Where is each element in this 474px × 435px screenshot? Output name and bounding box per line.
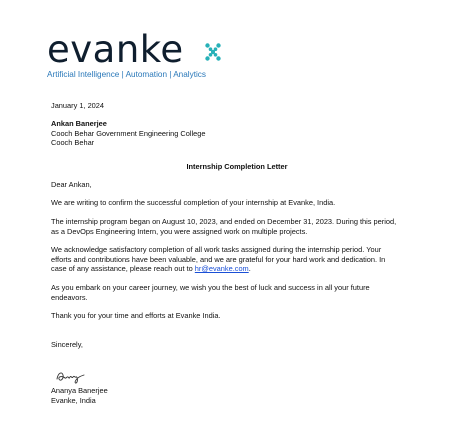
handwritten-signature xyxy=(54,367,88,385)
recipient-institution: Cooch Behar Government Engineering College xyxy=(51,128,206,138)
hr-email-link[interactable]: hr@evanke.com xyxy=(194,264,249,274)
recipient-city: Cooch Behar xyxy=(51,138,95,148)
recipient-address xyxy=(51,119,205,148)
paragraph-thanks: Thank you for your time and efforts at Evanke India. xyxy=(51,311,221,320)
paragraph-wishes: As you embark on your career journey, we wish you the best of luck and success in all your future endeavors. xyxy=(51,283,370,302)
sender-name: Ananya Banerjee xyxy=(51,386,108,395)
closing: Sincerely, xyxy=(51,340,83,349)
letter-subject: Internship Completion Letter xyxy=(186,162,288,171)
logo-tagline: Artificial Intelligence | Automation | Analytics xyxy=(47,70,206,79)
assistance-line: case of any assistance, please reach out to hr@evanke.com. xyxy=(51,264,251,274)
recipient-name: Ankan Banerjee xyxy=(51,119,107,128)
dot-x-icon xyxy=(205,43,221,61)
letter-date: January 1, 2024 xyxy=(51,101,105,110)
paragraph-program-dates: The internship program began on August 10, 2023, and ended on December 31, 2023. During this period, as a DevOps Engineering Intern, you were assigned work on multiple projects. xyxy=(51,217,397,236)
paragraph-acknowledgement: We acknowledge satisfactory completion of all work tasks assigned during the internship period. Your efforts and contributions have been valuable, and we are grateful for your hard work and dedication. In case of any assistance, please reach out to hr@evanke.com. xyxy=(51,245,431,274)
logo-wordmark: evanke xyxy=(47,28,184,71)
sender-org: Evanke, India xyxy=(51,395,96,405)
company-logo xyxy=(47,30,217,82)
salutation: Dear Ankan, xyxy=(51,180,92,189)
paragraph-confirmation: We are writing to confirm the successful completion of your internship at Evanke, India. xyxy=(51,198,336,207)
sender-block xyxy=(51,386,431,405)
